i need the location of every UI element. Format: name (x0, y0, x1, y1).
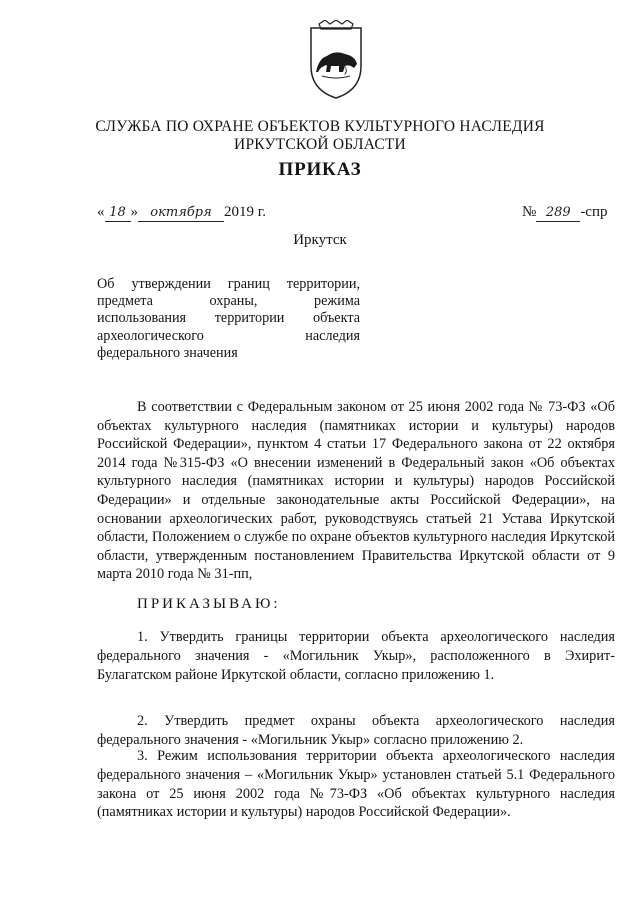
order-item: 1. Утвердить границы территории объекта археологического наследия федерального значения - «Могильник Укыр», расположенного в Эхирит-Булагатском районе Иркутской области, согласно приложению 1. (97, 629, 615, 683)
number-value: 289 (536, 205, 580, 222)
order-item: 3. Режим использования территории объекта археологического наследия федерального значения – «Могильник Укыр» установлен статьей 5.1 Федерального закона от 25 июня 2002 года №73-ФЗ «Об объектах культурного наследия (памятниках истории и культуры) народов Российской Федерации». (97, 748, 615, 821)
org-name-line1: СЛУЖБА ПО ОХРАНЕ ОБЪЕКТОВ КУЛЬТУРНОГО НАСЛЕДИЯ (95, 118, 545, 135)
subject-line: Об утверждении границ территории, (97, 276, 360, 292)
subject-line: предмета охраны, режима (97, 293, 360, 310)
order-subject (97, 276, 360, 362)
preamble-paragraph: В соответствии с Федеральным законом от 25 июня 2002 года № 73-ФЗ «Об объектах культурного наследия (памятниках истории и культуры) народов Российской Федерации», пунктом 4 статьи 17 Федерального закона от 22 октября 2014 года №315-ФЗ «О внесении изменений в Федеральный закон «Об объектах культурного наследия (памятниках истории и культуры) народов Российской Федерации» и отдельные законодательные акты Российской Федерации», на основании археологических работ, руководствуясь статьей 21 Устава Иркутской области, Положением о службе по охране объектов культурного наследия Иркутской области, утвержденным постановлением Правительства Иркутской области от 9 марта 2010 года № 31-пп, (97, 399, 615, 583)
date-open-quote: « (97, 204, 105, 220)
subject-line: использования территории объекта (97, 310, 360, 327)
order-item: 2. Утвердить предмет охраны объекта археологического наследия федерального значения - «Могильник Укыр» согласно приложению 2. (97, 713, 615, 748)
order-number (522, 204, 608, 222)
date-day: 18 (105, 205, 131, 222)
number-suffix: -спр (580, 204, 608, 220)
order-heading: ПРИКАЗЫВАЮ: (137, 596, 281, 612)
subject-line: федерального значения (97, 344, 238, 361)
order-date (97, 204, 266, 222)
date-year: 2019 г. (224, 204, 266, 220)
org-name-line2: ИРКУТСКОЙ ОБЛАСТИ (234, 136, 406, 153)
date-close-quote: » (130, 204, 138, 220)
number-prefix: № (522, 204, 537, 220)
document-title: ПРИКАЗ (278, 159, 362, 180)
coat-of-arms-icon (305, 20, 367, 102)
date-month: октября (138, 205, 224, 222)
subject-line: археологического наследия (97, 327, 360, 344)
city: Иркутск (293, 232, 347, 248)
